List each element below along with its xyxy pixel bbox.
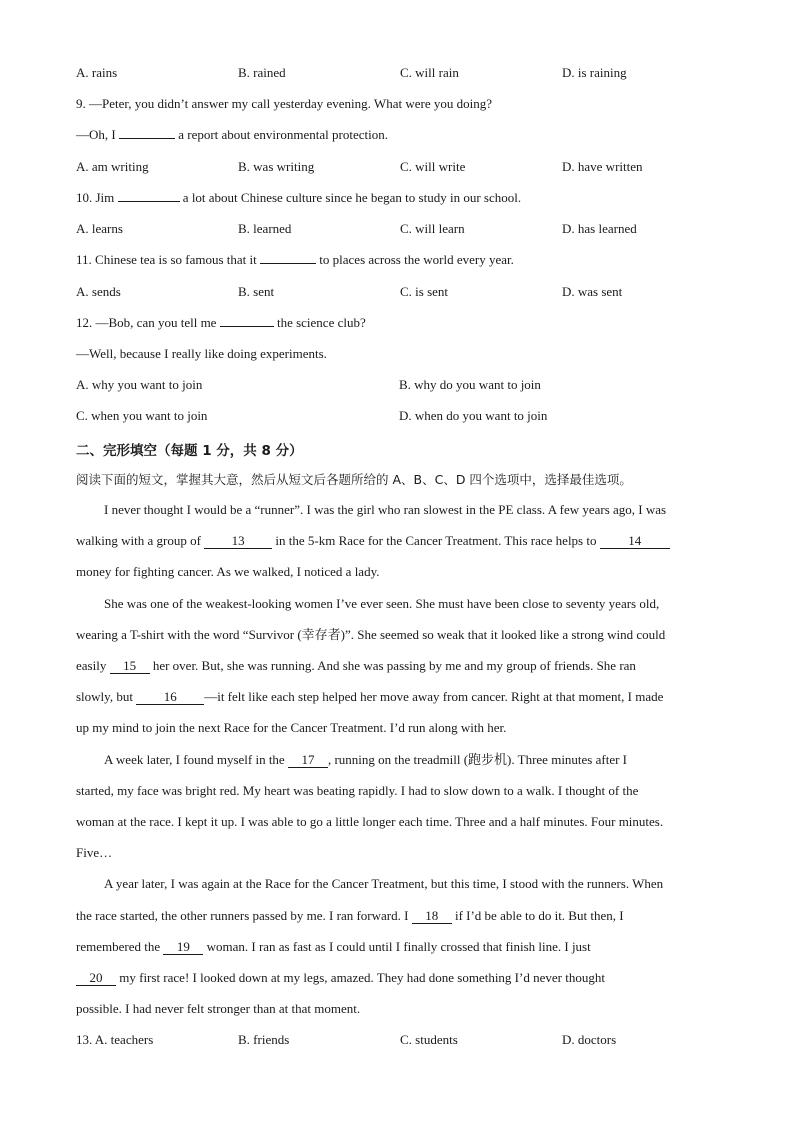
q12-option-d: D. when do you want to join — [399, 408, 548, 423]
blank-17: 17 — [288, 753, 328, 768]
blank-20: 20 — [76, 971, 116, 986]
passage-line: money for fighting cancer. As we walked, I noticed a lady. — [76, 564, 380, 579]
passage-text: the race started, the other runners passed by me. I ran forward. I — [76, 908, 409, 923]
passage-text: remembered the — [76, 939, 161, 954]
passage-line: up my mind to join the next Race for the Cancer Treatment. I’d run along with her. — [76, 720, 507, 735]
q8-option-d: D. is raining — [562, 65, 627, 80]
passage-text: , running on the treadmill (跑步机). Three minutes after I — [327, 752, 628, 767]
q12-option-c: C. when you want to join — [76, 408, 208, 423]
passage-line: She was one of the weakest-looking women I’ve ever seen. She must have been close to seventy years old, — [104, 596, 660, 611]
passage-line: A year later, I was again at the Race for the Cancer Treatment, but this time, I stood with the runners. When — [104, 876, 664, 891]
passage-line: Five… — [76, 845, 113, 860]
blank-13: 13 — [204, 534, 272, 549]
passage-text: if I’d be able to do it. But then, I — [454, 908, 624, 923]
q10-stem — [76, 190, 521, 206]
q13-option-c: C. students — [400, 1032, 458, 1047]
passage-line: I never thought I would be a “runner”. I was the girl who ran slowest in the PE class. A few years ago, I was — [104, 502, 667, 517]
q9-option-a: A. am writing — [76, 159, 149, 174]
blank-19: 19 — [163, 940, 203, 955]
passage-line — [76, 689, 663, 705]
passage-text: her over. But, she was running. And she was passing by me and my group of friends. She ran — [152, 658, 636, 673]
section-title: 二、完形填空（每题 1 分，共 8 分） — [76, 443, 303, 459]
passage-text: easily — [76, 658, 107, 673]
passage-text: my first race! I looked down at my legs, amazed. They had done something I’d never thought — [119, 970, 605, 985]
blank-16: 16 — [136, 690, 204, 705]
q12-option-a: A. why you want to join — [76, 377, 203, 392]
passage-line: possible. I had never felt stronger than at that moment. — [76, 1001, 361, 1016]
passage-text: woman. I ran as fast as I could until I finally crossed that finish line. I just — [206, 939, 591, 954]
q9-option-c: C. will write — [400, 159, 466, 174]
q9-blank — [119, 138, 175, 139]
q10-option-d: D. has learned — [562, 221, 637, 236]
passage-text: walking with a group of — [76, 533, 201, 548]
passage-line — [76, 533, 670, 549]
passage-line — [76, 658, 636, 674]
q10-stem-after: a lot about Chinese culture since he began to study in our school. — [182, 190, 522, 205]
passage-line: woman at the race. I kept it up. I was able to go a little longer each time. Three and a half minutes. Four minutes. — [76, 814, 664, 829]
q8-option-b: B. rained — [238, 65, 286, 80]
passage-text: in the 5-km Race for the Cancer Treatment. This race helps to — [275, 533, 597, 548]
q9-response — [76, 127, 388, 143]
q8-option-c: C. will rain — [400, 65, 459, 80]
q12-stem-after: the science club? — [276, 315, 366, 330]
q9-option-b: B. was writing — [238, 159, 315, 174]
q13-option-a: 13. A. teachers — [76, 1032, 154, 1047]
q10-stem-before: 10. Jim — [76, 190, 115, 205]
q8-option-a: A. rains — [76, 65, 118, 80]
q10-option-b: B. learned — [238, 221, 292, 236]
q10-option-a: A. learns — [76, 221, 123, 236]
q12-response: —Well, because I really like doing experiments. — [76, 346, 327, 361]
q11-option-b: B. sent — [238, 284, 275, 299]
q12-stem-before: 12. —Bob, can you tell me — [76, 315, 217, 330]
q13-option-d: D. doctors — [562, 1032, 617, 1047]
passage-line: wearing a T-shirt with the word “Survivor (幸存者)”. She seemed so weak that it looked like a strong wind could — [76, 627, 666, 642]
passage-text: slowly, but — [76, 689, 133, 704]
q12-blank — [220, 326, 274, 327]
q11-stem-after: to places across the world every year. — [319, 252, 514, 267]
q13-option-b: B. friends — [238, 1032, 290, 1047]
q12-option-b: B. why do you want to join — [399, 377, 541, 392]
q11-option-a: A. sends — [76, 284, 121, 299]
q10-blank — [118, 201, 180, 202]
q11-blank — [260, 263, 316, 264]
q10-option-c: C. will learn — [400, 221, 465, 236]
q9-option-d: D. have written — [562, 159, 643, 174]
blank-14: 14 — [600, 534, 670, 549]
blank-18: 18 — [412, 909, 452, 924]
q9-stem: 9. —Peter, you didn’t answer my call yesterday evening. What were you doing? — [76, 96, 492, 111]
passage-line — [76, 970, 605, 986]
passage-line — [76, 908, 624, 924]
passage-line — [104, 752, 627, 768]
passage-line — [76, 939, 591, 955]
q11-option-c: C. is sent — [400, 284, 449, 299]
q12-stem — [76, 315, 366, 331]
passage-text: —it felt like each step helped her move away from cancer. Right at that moment, I made — [204, 689, 664, 704]
q11-stem — [76, 252, 514, 268]
passage-text: A week later, I found myself in the — [104, 752, 285, 767]
q9-response-after: a report about environmental protection. — [178, 127, 388, 142]
q9-response-before: —Oh, I — [76, 127, 116, 142]
q11-stem-before: 11. Chinese tea is so famous that it — [76, 252, 257, 267]
passage-line: started, my face was bright red. My heart was beating rapidly. I had to slow down to a walk. I thought of the — [76, 783, 639, 798]
section-instruction: 阅读下面的短文，掌握其大意，然后从短文后各题所给的 A、B、C、D 四个选项中，选择最佳选项。 — [76, 472, 632, 487]
blank-15: 15 — [110, 659, 150, 674]
q11-option-d: D. was sent — [562, 284, 623, 299]
